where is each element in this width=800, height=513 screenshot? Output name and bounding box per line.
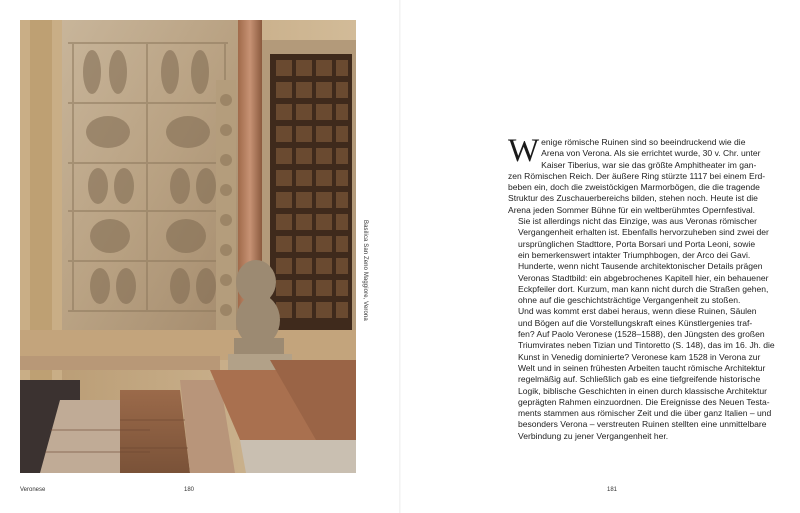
text-line: Veronas Stadtbild: ein abgebrochenes Kapitell hier, ein behauener <box>518 272 769 283</box>
text-line: Triumvirates neben Tizian und Tintoretto (S. 148), das im 16. Jh. die <box>518 340 775 351</box>
text-line: Sie ist allerdings nicht das Einzige, was aus Veronas römischer <box>518 216 757 227</box>
page-number-left: 180 <box>184 487 195 493</box>
paragraph <box>508 216 782 306</box>
text-line: ursprünglichen Stadttore, Porta Borsari und Porta Leoni, sowie <box>518 238 756 249</box>
text-line: geprägten Rahmen einzuordnen. Die Ereignisse des Neuen Testa- <box>518 396 770 407</box>
page-number-right: 181 <box>607 487 618 493</box>
text-line: und Bögen auf die Vorstellungskraft eines Künstlergenies traf- <box>518 317 753 328</box>
photo-caption: Basilica San Zeno Maggiore, Verona <box>362 220 368 321</box>
text-line: besonders Verona – verstreuten Ruinen stellten eine unmittelbare <box>518 419 767 430</box>
text-line: Eckpfeiler dort. Kurzum, man kann nicht durch die Straßen gehen, <box>518 283 769 294</box>
text-line: Arena jeden Sommer Bühne für ein weltberühmtes Opernfestival. <box>508 204 756 215</box>
text-line: Und was kommt erst dabei heraus, wenn diese Ruinen, Säulen <box>518 306 757 317</box>
article-text <box>508 133 782 442</box>
paragraph <box>508 133 782 216</box>
text-line: Vergangenheit erhalten ist. Ebenfalls hervorzuheben sind zwei der <box>518 227 769 238</box>
text-line: beben ein, doch die zweistöckigen Marmorbögen, die die tragende <box>508 182 760 193</box>
text-line: enige römische Ruinen sind so beeindruckend wie die <box>541 137 746 147</box>
text-line: Kaiser Tiberius, war sie das größte Amphitheater im gan- <box>541 159 757 170</box>
text-line: Logik, biblische Geschichten in einen durch klassische Architektur <box>518 385 767 396</box>
running-head: Veronese <box>20 487 46 493</box>
text-line: Verbindung zu jener Vergangenheit her. <box>518 430 669 441</box>
text-line: fen? Auf Paolo Veronese (1528–1588), den Jüngsten des großen <box>518 329 765 340</box>
text-line: regelmäßig auf. Schließlich gab es eine tiefgreifende historische <box>518 374 761 385</box>
text-line: Arena von Verona. Als sie errichtet wurde, 30 v. Chr. unter <box>541 148 761 159</box>
text-line: Hunderte, wenn nicht Tausende architektonischer Details prägen <box>518 261 763 272</box>
text-line: zen Römischen Reich. Der äußere Ring stürzte 1117 bei einem Erd- <box>508 170 766 181</box>
basilica-photo <box>20 20 356 473</box>
basilica-photo-graphic <box>20 20 356 473</box>
text-line: Welt und in seinen frühesten Arbeiten taucht römische Architektur <box>518 362 766 373</box>
text-line: ein bemerkenswert intakter Triumphbogen, der Arco dei Gavi. <box>518 249 751 260</box>
paragraph <box>508 306 782 442</box>
text-line: ohne auf die geschichtsträchtige Vergangenheit zu stoßen. <box>518 295 741 306</box>
drop-cap: W <box>508 133 540 169</box>
text-line: Struktur des Zuschauerbereichs bilden, stehen noch. Heute ist die <box>508 193 758 204</box>
page-gutter <box>399 0 401 513</box>
text-line: Kunst in Venedig dominierte? Veronese kam 1528 in Verona zur <box>518 351 761 362</box>
text-line: ments stammen aus römischer Zeit und die über ganz Italien – und <box>518 408 772 419</box>
